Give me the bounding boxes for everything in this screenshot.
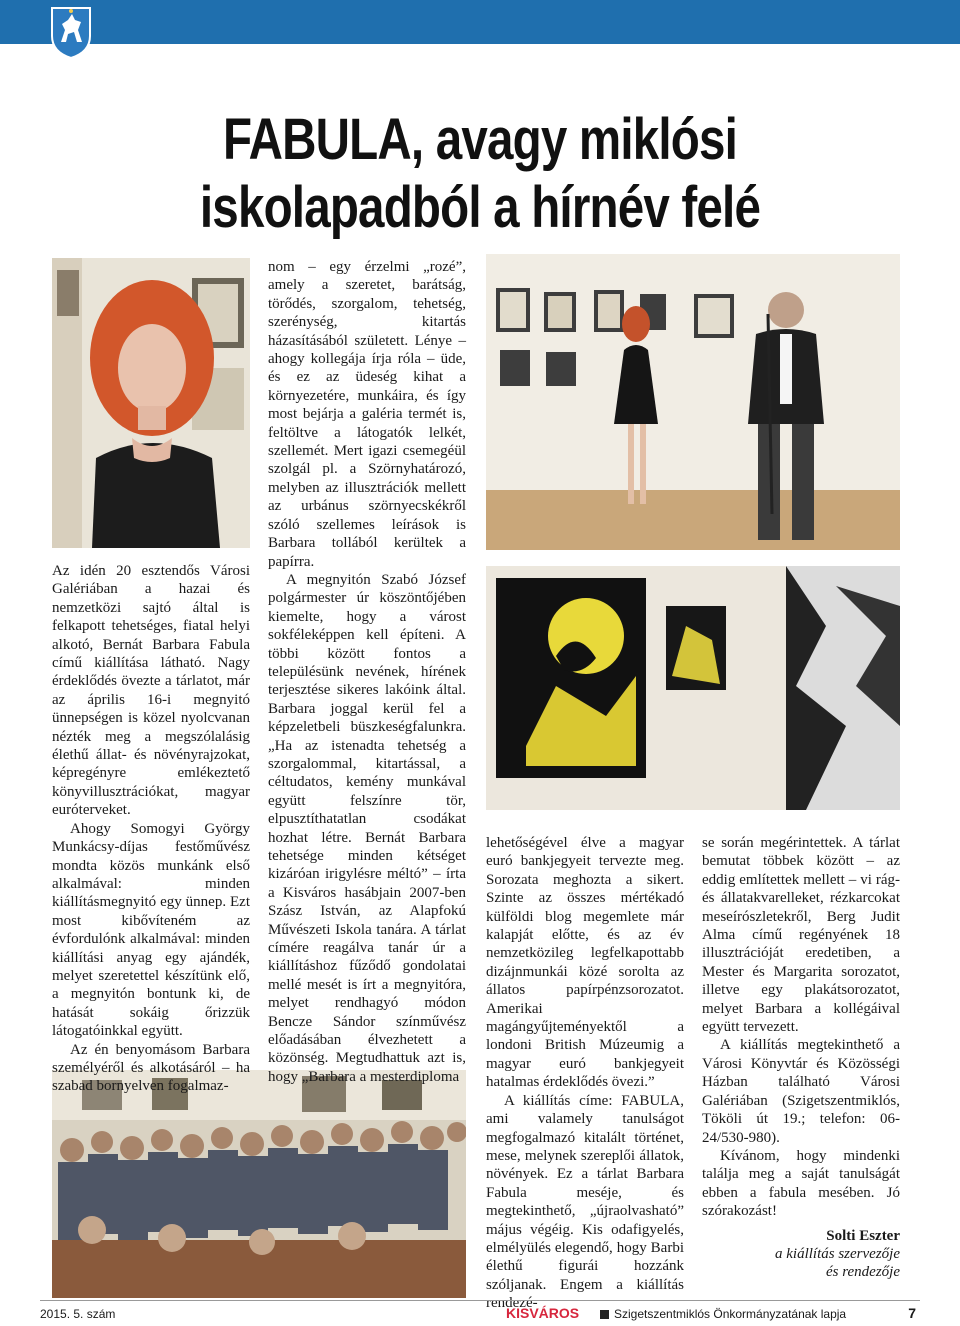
city-crest-icon (48, 2, 94, 60)
brand-logo: KISVÁROS (506, 1305, 580, 1321)
paragraph: nom – egy érzelmi „rozé”, amely a szeretet, barátság, törődés, szorgalom, tehetség, szerénység, kitartás házasításából született. Lénye – ahogy kollegája írja róla – üde, és ez az üdeség kihat a környezetére, munkáira, és így most bejárja a galéria termét is, feltöltve a látogatók lelkét, szellemét. Mert igazi csemegéül szolgál pl. a Szörnyhatározó, melyben az illusztrációk mellett az urbánus szörnyecskékről szóló szellemes leírások is Barbara tollából kerültek a papírra. (268, 259, 466, 570)
article-title-line-2: iskolapadból a hírnév felé (199, 175, 761, 240)
page-number: 7 (908, 1305, 916, 1321)
audience-photo (52, 1070, 466, 1298)
square-bullet-icon (600, 1310, 609, 1319)
article-column-1 (52, 562, 250, 1096)
article-column-4 (702, 834, 900, 1282)
paragraph: A megnyitón Szabó József polgármester úr köszöntőjében kiemelte, hogy a várost sokféleképpen kell építeni. A többi között fontos a településünk nevének, hírének terjesztése sikeres lakóink által. Barbara joggal kerül fel a képzeletbeli büszkeségfalunkra. „Ha az istenadta tehetség a szorgalommal, kitartással, a céltudatos, kemény munkával együtt felszínre tör, elpusztíthatatlan csodákat hozhat létre. Bernát Barbara tehetsége minden kétséget kizáróan irigylésre méltó” – írta a Kisváros hasábjain 2007-ben Szász István, az Alapfokú Művészeti Iskola tanára. A tárlat címére reagálva tanár úr a kiállításhoz fűződő gondolatai mellé mesét is írt a megnyitóra, melyet rendhagyó módon Bencze Sándor színművész előadásában élvezhetett a közönség. Megtudhattuk azt is, hogy „Barbara a mesterdiploma (268, 571, 466, 1085)
article-column-2 (268, 258, 466, 1086)
author-role-2: és rendezője (825, 1264, 900, 1281)
exhibited-artworks-photo (486, 566, 900, 810)
header-bar (0, 0, 960, 44)
paragraph: A kiállítás címe: FABULA, ami valamely tanulságot megfogalmazó kitalált történet, mese, melynek szereplői állatok, növények. Ez a tárlat Barbara Fabula meséje, és megtekinthető, „újraolvasható” május végéig. Kis odafigyelés, elmélyülés elegendő, hogy Barbi élethű figurái hozzánk szóljanak. Engem a kiállítás rendezé- (486, 1092, 684, 1312)
issue-number: 2015. 5. szám (40, 1307, 116, 1321)
article-title-line-1: FABULA, avagy miklósi (222, 107, 738, 172)
author-name: Solti Eszter (826, 1227, 900, 1244)
paragraph: se során megérintettek. A tárlat bemutat többek között – az eddig említettek mellett – vi rág- és állatakvarelleket, rézkarcokat meseírószletekről, Berg Judit Alma című regényének 18 illusztrációját eredetiben, a Mester és Margarita sorozatot, illetve egy plakátsorozatot, melyet Barbara a kollégáival együtt tervezett. (702, 835, 900, 1036)
paragraph: Kívánom, hogy mindenki találja meg a saját tanulságát ebben a fabula mesében. Jó szórakozást! (702, 1147, 900, 1220)
paragraph: Az idén 20 esztendős Városi Galériában a hazai és nemzetközi sajtó által is felkapott tehetséges, fiatal helyi alkotó, Bernát Barbara Fabula című kiállítása látható. Nagy érdeklődés övezte a tárlatot, már az április 16-i megnyitó ünnepségen is közel nyolcvanan nézték meg a megszólalásig élethű állat- és növényrajzokat, képregényre emlékeztető könyvillusztrációkat, magyar euróterveket. (52, 563, 250, 819)
paragraph: A kiállítás megtekinthető a Városi Könyvtár és Közösségi Házban található Városi Galériában (Szigetszentmiklós, Tököli út 19.; telefon: 06-24/530-980). (702, 1037, 900, 1146)
publication-subtitle: Szigetszentmiklós Önkormányzatának lapja (614, 1307, 847, 1321)
artist-portrait-photo (52, 258, 250, 548)
paragraph: Ahogy Somogyi György Munkácsy-díjas festőművész mondta közös munkánk első alkalmával: minden kiállításmegnyitó egy ünnep. Ezt most kibővíteném az évfordulónk alkalmával: minden kiállítási anyag egy ajándék, melyet szeretettel készítünk elő, a megnyitón bontunk ki, de hatását sokáig őrizzük látogatóinkkal együtt. (52, 820, 250, 1040)
paragraph: Az én benyomásom Barbara személyéről és alkotásáról – ha szabad bornyelven fogalmaz- (52, 1041, 250, 1095)
author-signature (702, 1227, 900, 1282)
paragraph: lehetőségével élve a magyar euró bankjegyeit tervezte meg. Sorozata meghozta a sikert. Szinte az összes mértékadó külföldi blog megemlete már kalapját előtte, és az év nemzetközileg legfelkapottabb dizájnmunkái közé sorolta az állatos papírpénzsorozatot. Amerikai magángyűjteményektől a londoni British Múzeumig a magyar euró bankjegyeit hatalmas érdeklődés övezi.” (486, 835, 684, 1091)
opening-speech-photo (486, 254, 900, 550)
author-role-1: a kiállítás szervezője (775, 1245, 900, 1262)
page-footer (40, 1300, 920, 1323)
article-column-3 (486, 834, 684, 1313)
